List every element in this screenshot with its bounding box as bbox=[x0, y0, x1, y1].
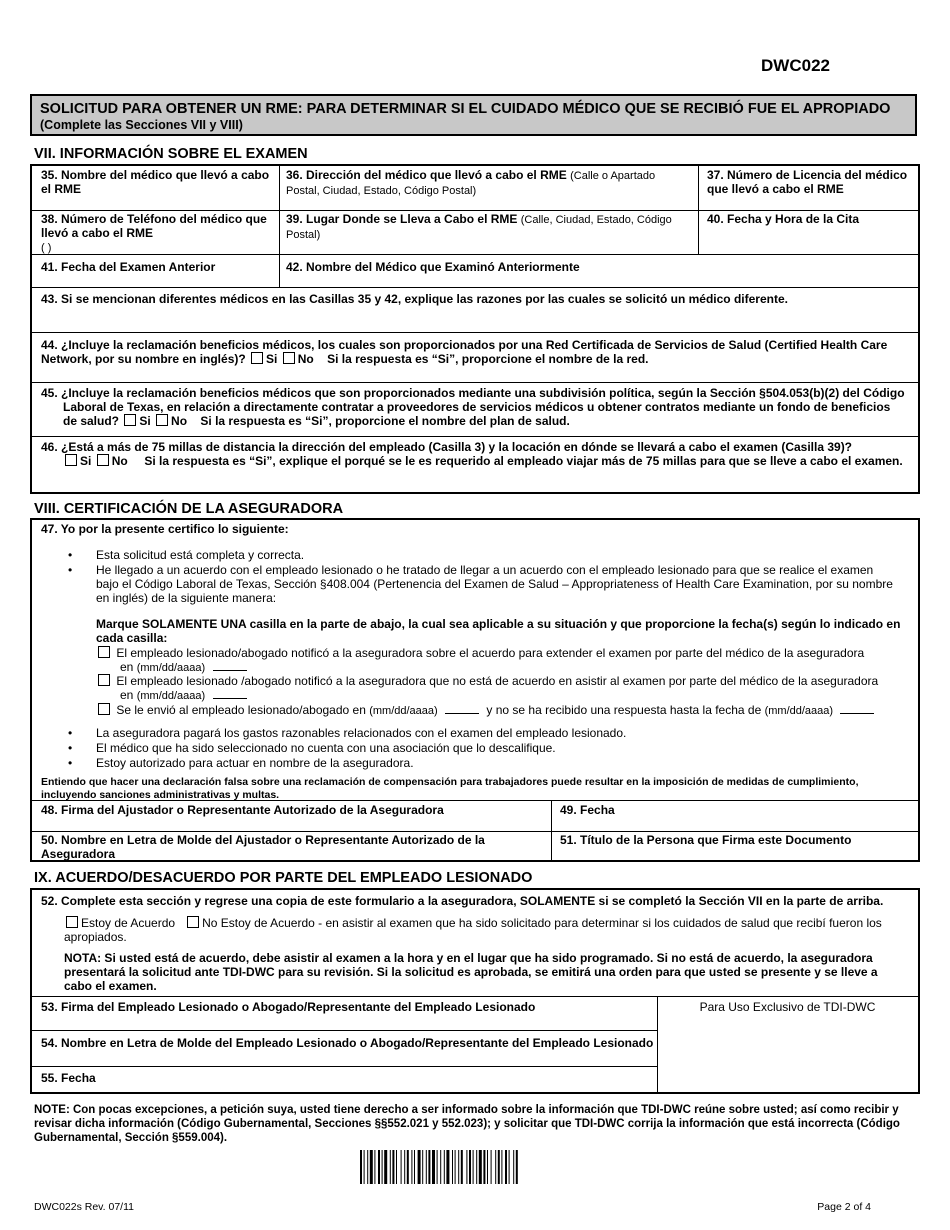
form-title: SOLICITUD PARA OBTENER UN RME: PARA DETERMINAR SI EL CUIDADO MÉDICO QUE SE RECIBIÓ FUE EL APROPIADO bbox=[40, 101, 891, 117]
bullet-physician: • El médico que ha sido seleccionado no cuenta con una asociación que lo descalifique. bbox=[96, 741, 898, 755]
field-40-label: 40. Fecha y Hora de la Cita bbox=[707, 212, 860, 226]
agreement-options bbox=[64, 916, 902, 944]
field-39-hint: (Calle, Ciudad, Estado, Código Postal) bbox=[286, 214, 672, 241]
field-37[interactable] bbox=[707, 168, 912, 196]
option-1-text: El empleado lesionado/abogado notificó a la aseguradora sobre el acuerdo para extender el examen por parte del médico de la aseguradora bbox=[116, 646, 865, 660]
barcode-image bbox=[360, 1150, 593, 1184]
form-subtitle: (Complete las Secciones VII y VIII) bbox=[40, 118, 243, 132]
q46-yes-label: Si bbox=[80, 454, 92, 468]
option-3 bbox=[96, 703, 908, 718]
field-53-label: 53. Firma del Empleado Lesionado o Abogado/Representante del Empleado Lesionado bbox=[41, 1000, 536, 1014]
option-1-en: en bbox=[120, 660, 134, 674]
field-40[interactable] bbox=[707, 212, 912, 226]
field-35[interactable] bbox=[41, 168, 271, 196]
question-44-text: 44. ¿Incluye la reclamación beneficios médicos, los cuales son proporcionados por una Red Certificada de Servicios de Salud (Certified Health Care Network, por su nombre en inglés)? bbox=[41, 338, 888, 366]
question-43-text: 43. Si se mencionan diferentes médicos en las Casillas 35 y 42, explique las razones por las cuales se solicitó un médico diferente. bbox=[41, 292, 788, 306]
q44-no-label: No bbox=[297, 352, 314, 366]
option-2-en: en bbox=[120, 688, 134, 702]
option-1-date-format: (mm/dd/aaaa) bbox=[136, 662, 206, 674]
field-42-label: 42. Nombre del Médico que Examinó Anteriormente bbox=[286, 260, 580, 274]
field-39[interactable] bbox=[286, 212, 691, 242]
option-2-text: El empleado lesionado /abogado notificó a la aseguradora que no está de acuerdo en asistir al examen por parte del médico de la aseguradora bbox=[116, 674, 879, 688]
field-36[interactable] bbox=[286, 168, 691, 198]
q45-no-checkbox[interactable] bbox=[156, 414, 168, 426]
question-46 bbox=[41, 440, 906, 468]
question-45 bbox=[41, 386, 906, 428]
question-44 bbox=[41, 338, 906, 366]
field-36-label: 36. Dirección del médico que llevó a cabo el RME bbox=[286, 168, 567, 182]
q46-no-checkbox[interactable] bbox=[97, 454, 109, 466]
option-2-date-blank[interactable] bbox=[213, 698, 247, 699]
agreement-note: NOTA: Si usted está de acuerdo, debe asistir al examen a la hora y en el lugar que ha sido programado. Si no está de acuerdo, la aseguradora presentará la solicitud ante TDI-DWC para su revisión. Si la solicitud es aprobada, se emitirá una orden para que usted se presente y se lleve a cabo el examen. bbox=[64, 951, 878, 993]
q44-no-checkbox[interactable] bbox=[283, 352, 295, 364]
field-38[interactable] bbox=[41, 212, 271, 255]
q45-yes-label: Si bbox=[139, 414, 151, 428]
form-code: DWC022 bbox=[761, 56, 830, 75]
question-44-followup: Si la respuesta es “Si”, proporcione el nombre de la red. bbox=[327, 352, 649, 366]
question-46-text: 46. ¿Está a más de 75 millas de distancia la dirección del empleado (Casilla 3) y la locación en dónde se llevará a cabo el examen (Casilla 39)? bbox=[41, 440, 853, 454]
question-46-followup: Si la respuesta es “Si”, explique el porqué se le es requerido al empleado viajar más de 75 millas para que se lleve a cabo el examen. bbox=[144, 454, 903, 468]
field-53[interactable] bbox=[41, 1000, 641, 1014]
agree-checkbox[interactable] bbox=[66, 916, 78, 928]
field-38-label: 38. Número de Teléfono del médico que llevó a cabo el RME bbox=[41, 212, 267, 240]
field-41[interactable] bbox=[41, 260, 271, 274]
bullet-complete: • Esta solicitud está completa y correcta. bbox=[96, 548, 898, 562]
field-36-hint: (Calle o Apartado Postal, Ciudad, Estado, Código Postal) bbox=[286, 170, 656, 197]
field-51-label: 51. Título de la Persona que Firma este Documento bbox=[560, 833, 852, 847]
q44-yes-label: Si bbox=[266, 352, 278, 366]
field-51[interactable] bbox=[560, 833, 905, 847]
field-55-label: 55. Fecha bbox=[41, 1071, 96, 1085]
field-37-label: 37. Número de Licencia del médico que llevó a cabo el RME bbox=[707, 168, 908, 196]
option-3-text-b: y no se ha recibido una respuesta hasta la fecha de bbox=[486, 703, 762, 717]
bullet-expenses: • La aseguradora pagará los gastos razonables relacionados con el examen del empleado lesionado. bbox=[96, 726, 898, 740]
field-48-label: 48. Firma del Ajustador o Representante Autorizado de la Aseguradora bbox=[41, 803, 444, 817]
field-54[interactable] bbox=[41, 1036, 663, 1050]
disagree-label: No Estoy de Acuerdo - en asistir al examen que ha sido solicitado para determinar si los cuidados de salud que recibí fueron los apropiados. bbox=[64, 916, 882, 944]
field-42[interactable] bbox=[286, 260, 886, 274]
field-50-label: 50. Nombre en Letra de Molde del Ajustador o Representante Autorizado de la Aseguradora bbox=[41, 833, 485, 861]
field-54-label: 54. Nombre en Letra de Molde del Empleado Lesionado o Abogado/Representante del Empleado Lesionado bbox=[41, 1036, 654, 1050]
option-2 bbox=[96, 674, 908, 703]
field-35-label: 35. Nombre del médico que llevó a cabo el RME bbox=[41, 168, 270, 196]
option-3-date-format-b: (mm/dd/aaaa) bbox=[764, 705, 834, 717]
field-41-label: 41. Fecha del Examen Anterior bbox=[41, 260, 216, 274]
option-2-checkbox[interactable] bbox=[98, 674, 110, 686]
option-3-response-date-blank[interactable] bbox=[840, 713, 874, 714]
field-49[interactable] bbox=[560, 803, 900, 817]
option-1-checkbox[interactable] bbox=[98, 646, 110, 658]
q46-yes-checkbox[interactable] bbox=[65, 454, 77, 466]
agree-label: Estoy de Acuerdo bbox=[81, 916, 176, 930]
disagree-checkbox[interactable] bbox=[187, 916, 199, 928]
option-3-sent-date-blank[interactable] bbox=[445, 713, 479, 714]
bullet-agreement: • He llegado a un acuerdo con el empleado lesionado o he tratado de llegar a un acuerdo con el empleado lesionado para que se realice el examen bajo el Código Laboral de Texas, Sección §408.004 (Pertenencia del Examen de Salud – Appropriateness of Health Care Examination, por su nombre en inglés) de la siguiente manera: bbox=[96, 563, 898, 605]
field-49-label: 49. Fecha bbox=[560, 803, 615, 817]
field-50[interactable] bbox=[41, 833, 531, 861]
q45-no-label: No bbox=[171, 414, 188, 428]
option-3-checkbox[interactable] bbox=[98, 703, 110, 715]
field-55[interactable] bbox=[41, 1071, 641, 1085]
question-45-followup: Si la respuesta es “Si”, proporcione el nombre del plan de salud. bbox=[200, 414, 570, 428]
section-9-heading: IX. ACUERDO/DESACUERDO POR PARTE DEL EMPLEADO LESIONADO bbox=[34, 870, 533, 886]
q45-yes-checkbox[interactable] bbox=[124, 414, 136, 426]
option-3-date-format-a: (mm/dd/aaaa) bbox=[369, 705, 438, 717]
field-48[interactable] bbox=[41, 803, 541, 817]
form-title-banner bbox=[30, 94, 917, 136]
q46-no-label: No bbox=[111, 454, 128, 468]
false-statement-warning: Entiendo que hacer una declaración falsa sobre una reclamación de compensación para trabajadores puede resultar en la imposición de medidas de cumplimiento, incluyendo sanciones administrativas y multas. bbox=[41, 776, 859, 801]
checkbox-instruction: Marque SOLAMENTE UNA casilla en la parte de abajo, la cual sea aplicable a su situación y que proporcione la fecha(s) según lo indicado en cada casilla: bbox=[96, 617, 901, 645]
question-47: 47. Yo por la presente certifico lo siguiente: bbox=[41, 522, 289, 536]
option-3-text-a: Se le envió al empleado lesionado/abogado en bbox=[116, 703, 366, 717]
section-9-frame bbox=[30, 888, 920, 1094]
field-39-label: 39. Lugar Donde se Lleva a Cabo el RME bbox=[286, 212, 518, 226]
section-7-frame bbox=[30, 164, 920, 494]
section-7-heading: VII. INFORMACIÓN SOBRE EL EXAMEN bbox=[34, 146, 308, 162]
question-43[interactable] bbox=[41, 292, 906, 306]
option-2-date-format: (mm/dd/aaaa) bbox=[136, 690, 206, 702]
privacy-note: NOTE: Con pocas excepciones, a petición suya, usted tiene derecho a ser informado sobre la información que TDI-DWC reúne sobre usted; así como recibir y revisar dicha información (Código Gubernamental, Secciones §§552.021 y 552.023); y solicitar que TDI-DWC corrija la información que está incorrecta (Código Gubernamental, Sección §559.004). bbox=[34, 1104, 900, 1144]
option-1-date-blank[interactable] bbox=[213, 670, 247, 671]
bullet-authorized: • Estoy autorizado para actuar en nombre de la aseguradora. bbox=[96, 756, 898, 770]
section-8-heading: VIII. CERTIFICACIÓN DE LA ASEGURADORA bbox=[34, 501, 344, 517]
phone-area-code-paren: ( ) bbox=[41, 242, 52, 254]
option-1 bbox=[96, 646, 908, 675]
question-52: 52. Complete esta sección y regrese una copia de este formulario a la aseguradora, SOLAMENTE si se completó la Sección VII en la parte de arriba. bbox=[41, 894, 884, 908]
q44-yes-checkbox[interactable] bbox=[251, 352, 263, 364]
question-45-text: 45. ¿Incluye la reclamación beneficios médicos que son proporcionados mediante una subdivisión política, según la Sección §504.053(b)(2) del Código Laboral de Texas, en relación a directamente contratar a proveedores de servicios médicos u obtener contratos mediante un fondo de beneficios de salud? bbox=[41, 386, 905, 428]
section-8-frame bbox=[30, 518, 920, 862]
revision-code: DWC022s Rev. 07/11 bbox=[34, 1201, 134, 1213]
office-use-box: Para Uso Exclusivo de TDI-DWC bbox=[699, 1000, 876, 1014]
page-number: Page 2 of 4 bbox=[817, 1201, 871, 1213]
